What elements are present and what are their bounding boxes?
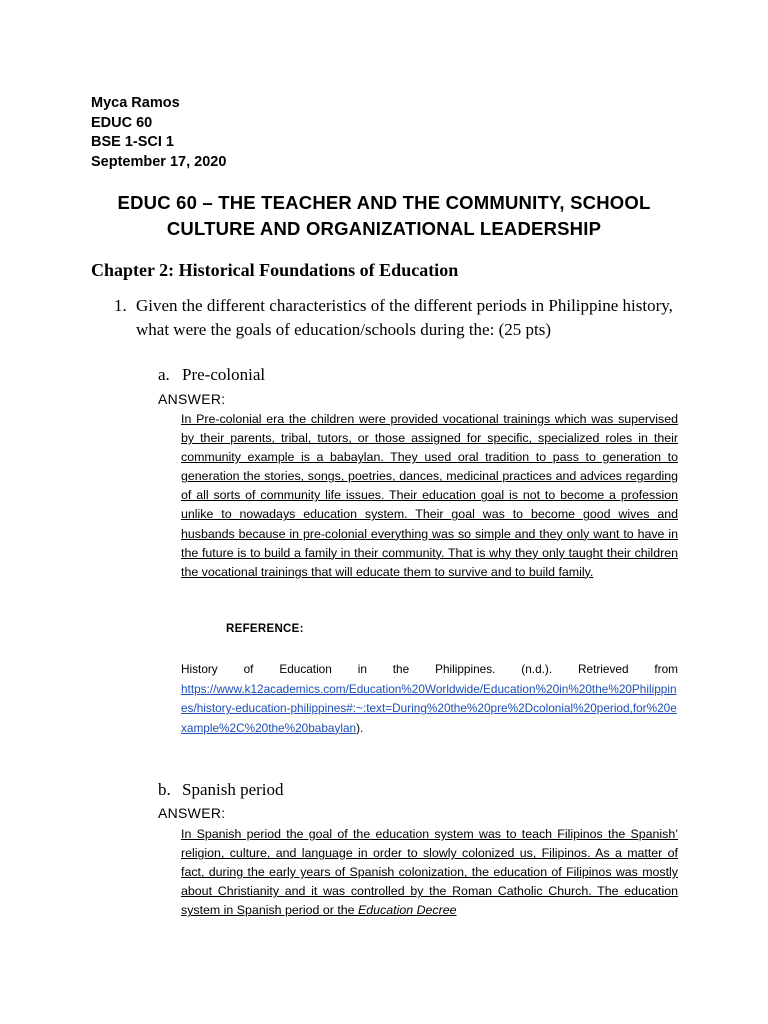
question-number: 1. bbox=[114, 296, 127, 315]
student-name: Myca Ramos bbox=[91, 95, 180, 111]
answer-body-italic: Education Decree bbox=[358, 903, 457, 918]
section-title: Pre-colonial bbox=[182, 365, 266, 384]
question-text: Given the different characteristics of the different periods in Philippine history, what were the goals of education/schools during the: (25 pts) bbox=[136, 296, 673, 339]
title-line-1: EDUC 60 – THE TEACHER AND THE COMMUNITY, SCHOOL bbox=[117, 192, 651, 213]
document-title bbox=[40, 190, 728, 242]
section-title: Spanish period bbox=[182, 780, 284, 799]
answer-label: ANSWER: bbox=[158, 805, 226, 821]
section-heading-spanish bbox=[158, 780, 284, 800]
answer-label: ANSWER: bbox=[158, 391, 226, 407]
reference-link[interactable]: https://www.k12academics.com/Education%20Worldwide/Education%20in%20the%20Philippines/history-education-philippines#:~:text=During%20the%20pre%2Dcolonial%20period,for%20example%2C%20the%20babaylan bbox=[181, 681, 677, 735]
date: September 17, 2020 bbox=[91, 153, 227, 170]
reference-citation: History of Education in the Philippines. (n.d.). Retrieved from bbox=[181, 662, 678, 676]
reference-closing: ). bbox=[356, 720, 364, 735]
section-letter: b. bbox=[158, 780, 171, 799]
chapter-heading: Chapter 2: Historical Foundations of Education bbox=[91, 260, 459, 280]
student-header bbox=[91, 94, 226, 172]
answer-body-text: In Spanish period the goal of the education system was to teach Filipinos the Spanish’ religion, culture, and language in order to slowly colonized us, Filipinos. As a matter of fact, during the early years of Spanish colonization, the education of Filipinos was mostly about Christianity and it was controlled by the Roman Catholic Church. The education system in Spanish period or the bbox=[181, 827, 678, 918]
title-line-2: CULTURE AND ORGANIZATIONAL LEADERSHIP bbox=[166, 218, 602, 239]
reference-label: REFERENCE: bbox=[226, 623, 304, 635]
answer-body-spanish bbox=[181, 825, 678, 920]
section-letter: a. bbox=[158, 365, 170, 384]
reference-entry bbox=[181, 660, 678, 738]
answer-body-precolonial: In Pre-colonial era the children were provided vocational trainings which was supervised by their parents, tribal, tutors, or those assigned for specific, specialized roles in their community example is a babaylan. They used oral tradition to pass to generation to generation the stories, songs, poetries, dances, medicinal practices and advices regarding of all sorts of community life issues. Their education goal is not to become a profession unlike to nowadays education system. Their goal was to become good wives and husbands because in pre-colonial everything was so simple and they only want to have in the future is to build a family in their community. That is why they only taught their children the vocational trainings that will educate them to survive and to build family. bbox=[181, 412, 678, 579]
section-heading-precolonial bbox=[158, 365, 265, 385]
section: BSE 1-SCI 1 bbox=[91, 134, 174, 150]
course-code: EDUC 60 bbox=[91, 114, 153, 131]
